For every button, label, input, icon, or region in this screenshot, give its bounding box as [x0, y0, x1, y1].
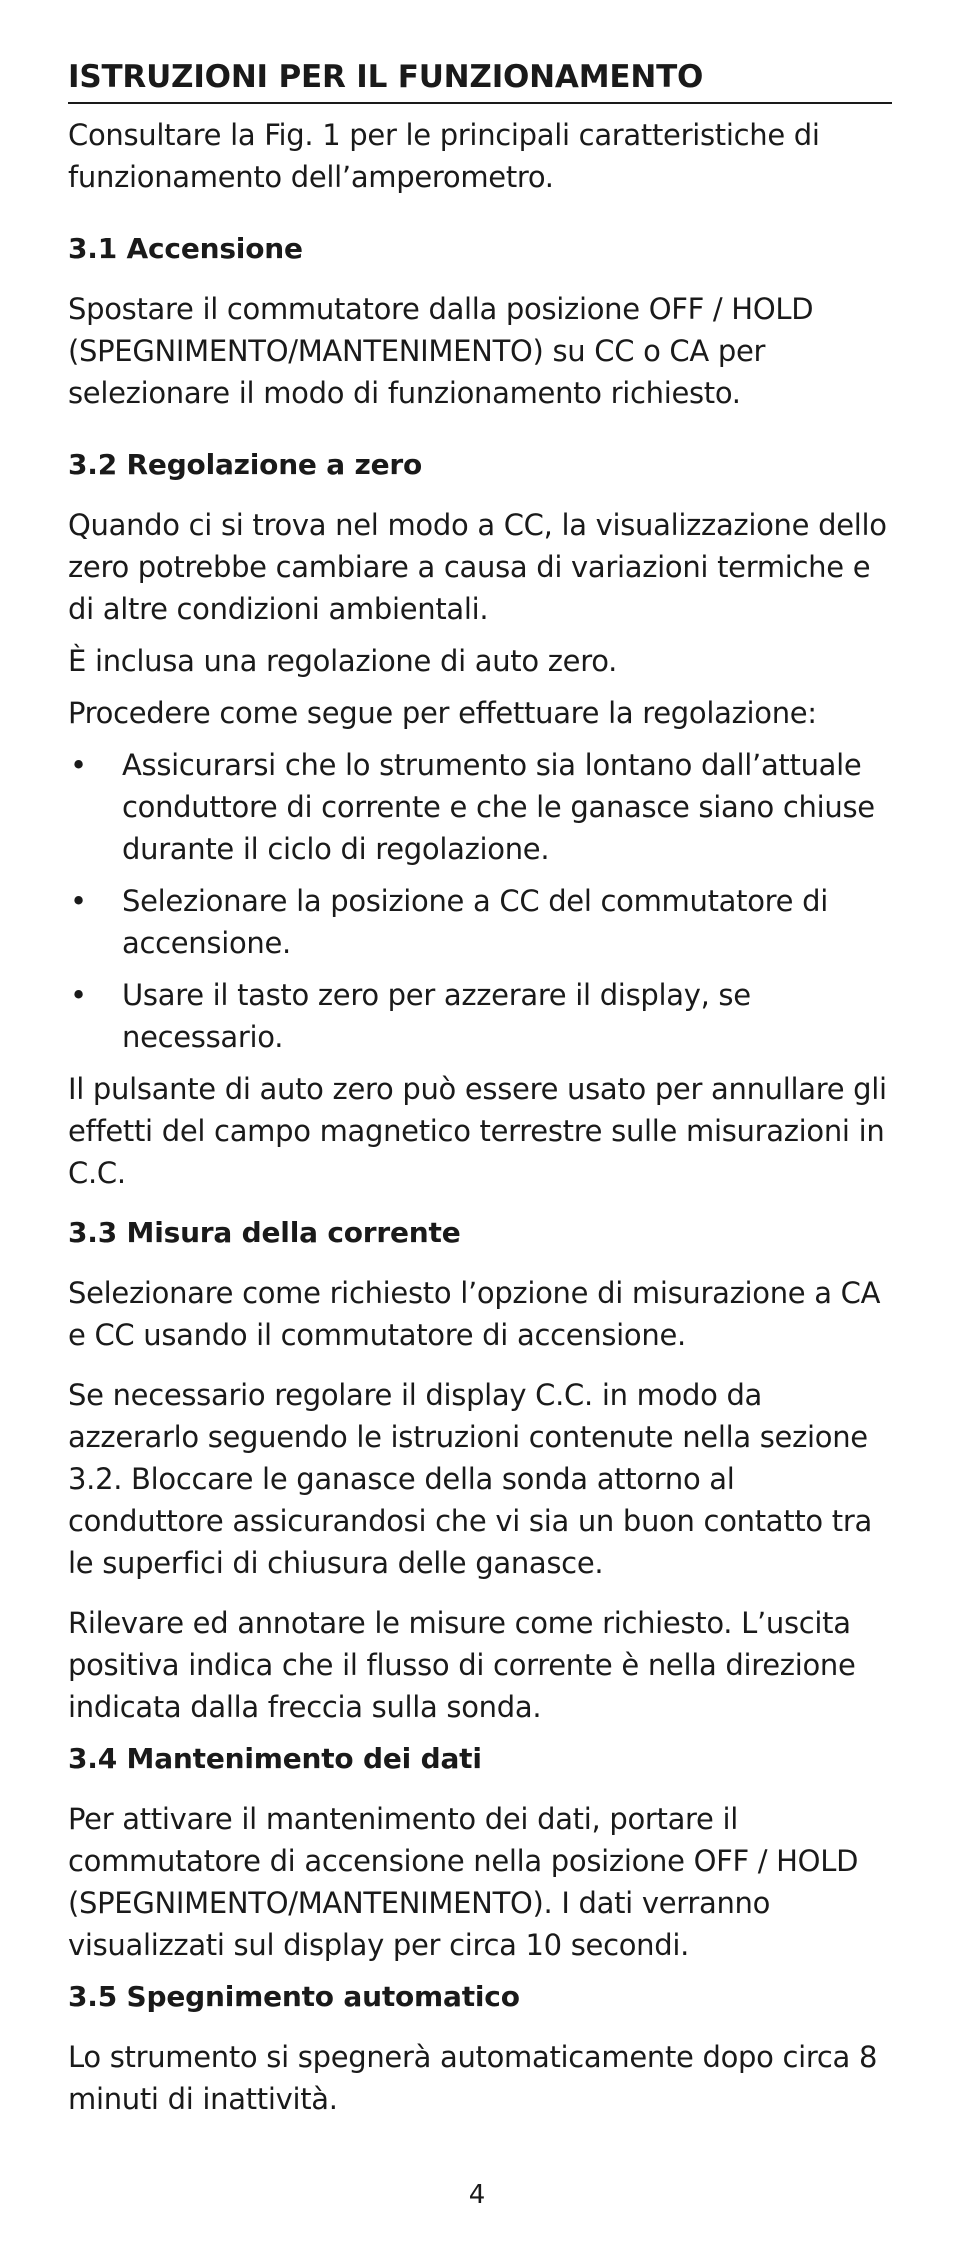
section-heading-3-1: 3.1 Accensione: [68, 232, 303, 265]
list-item-text: Usare il tasto zero per azzerare il display, se necessario.: [122, 978, 751, 1054]
bullet-icon: •: [70, 978, 87, 1012]
section-heading-3-3: 3.3 Misura della corrente: [68, 1216, 461, 1249]
section-heading-3-4: 3.4 Mantenimento dei dati: [68, 1742, 482, 1775]
bullet-icon: •: [70, 884, 87, 918]
section-3-3-paragraph-1: Selezionare come richiesto l’opzione di misurazione a CA e CC usando il commutatore di accensione.: [68, 1276, 881, 1352]
section-3-2-paragraph-2: È inclusa una regolazione di auto zero.: [68, 644, 618, 678]
list-item-text: Selezionare la posizione a CC del commutatore di accensione.: [122, 884, 828, 960]
section-3-5-paragraph: Lo strumento si spegnerà automaticamente dopo circa 8 minuti di inattività.: [68, 2040, 878, 2116]
section-3-2-paragraph-4: Il pulsante di auto zero può essere usato per annullare gli effetti del campo magnetico terrestre sulle misurazioni in C.C.: [68, 1072, 887, 1190]
section-heading-3-5: 3.5 Spegnimento automatico: [68, 1980, 520, 2013]
section-3-3-paragraph-3: Rilevare ed annotare le misure come richiesto. L’uscita positiva indica che il flusso di corrente è nella direzione indicata dalla freccia sulla sonda.: [68, 1606, 856, 1724]
intro-paragraph: Consultare la Fig. 1 per le principali caratteristiche di funzionamento dell’amperometro.: [68, 118, 820, 194]
section-3-2-paragraph-1: Quando ci si trova nel modo a CC, la visualizzazione dello zero potrebbe cambiare a causa di variazioni termiche e di altre condizioni ambientali.: [68, 508, 887, 626]
page-title: ISTRUZIONI PER IL FUNZIONAMENTO: [68, 58, 892, 104]
list-item: [68, 974, 892, 1058]
list-item: [68, 880, 892, 964]
bullet-icon: •: [70, 748, 87, 782]
section-3-4-paragraph: Per attivare il mantenimento dei dati, portare il commutatore di accensione nella posizione OFF / HOLD (SPEGNIMENTO/MANTENIMENTO). I dati verranno visualizzati sul display per circa 10 secondi.: [68, 1802, 859, 1962]
section-3-2-paragraph-3: Procedere come segue per effettuare la regolazione:: [68, 696, 817, 730]
page-number: 4: [468, 2180, 486, 2210]
list-item: [68, 744, 892, 870]
regulation-steps-list: [68, 744, 892, 1058]
list-item-text: Assicurarsi che lo strumento sia lontano dall’attuale conduttore di corrente e che le ganasce siano chiuse durante il ciclo di regolazione.: [122, 748, 875, 866]
section-heading-3-2: 3.2 Regolazione a zero: [68, 448, 423, 481]
document-page: [68, 58, 892, 2120]
section-3-1-paragraph: Spostare il commutatore dalla posizione OFF / HOLD (SPEGNIMENTO/MANTENIMENTO) su CC o CA per selezionare il modo di funzionamento richiesto.: [68, 292, 814, 410]
section-3-3-paragraph-2: Se necessario regolare il display C.C. in modo da azzerarlo seguendo le istruzioni contenute nella sezione 3.2. Bloccare le ganasce della sonda attorno al conduttore assicurandosi che vi sia un buon contatto tra le superfici di chiusura delle ganasce.: [68, 1378, 872, 1580]
